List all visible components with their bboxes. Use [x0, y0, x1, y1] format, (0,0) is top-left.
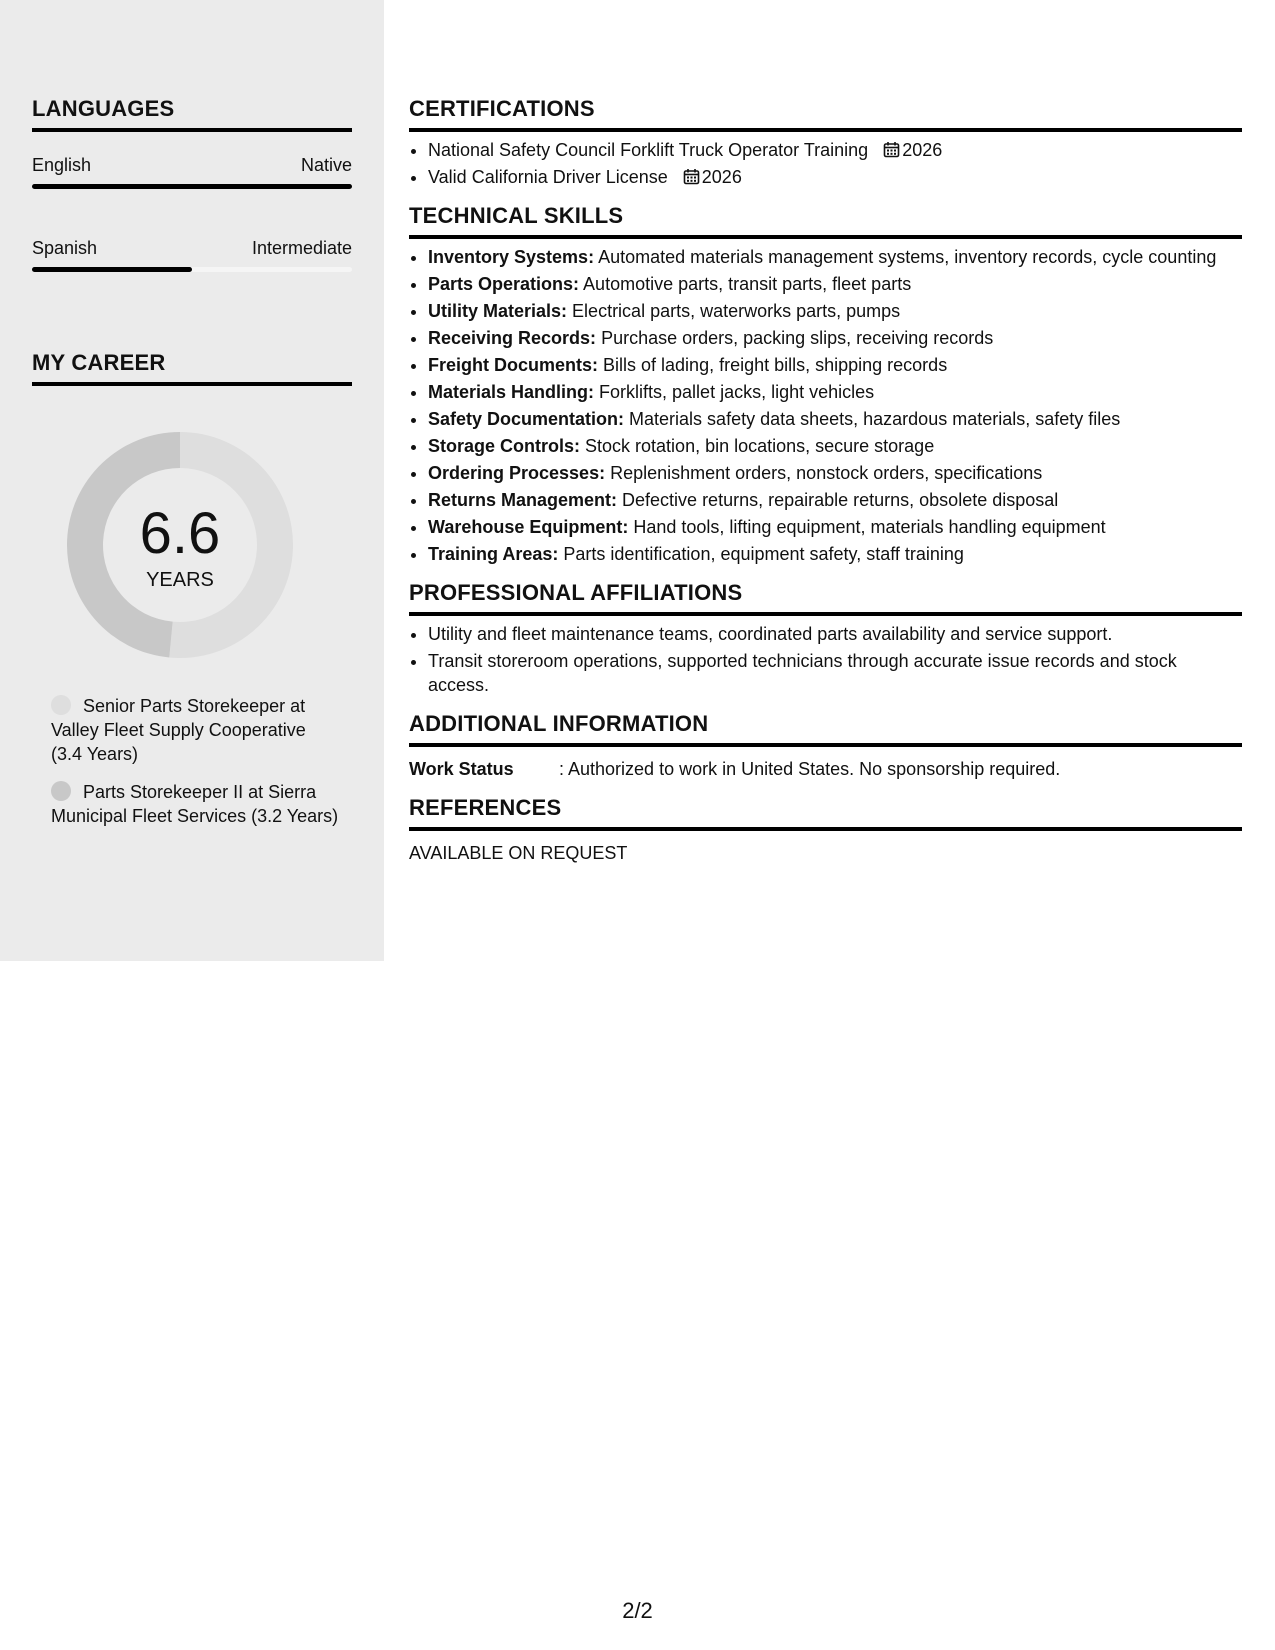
- work-status-label: Work Status: [409, 759, 514, 779]
- skill-label: Materials Handling:: [428, 382, 595, 402]
- career-list: [51, 694, 341, 828]
- skill-item: [428, 245, 1242, 269]
- skill-item: [428, 272, 1242, 296]
- career-item-text: Parts Storekeeper II at Sierra Municipal Fleet Services (3.2 Years): [51, 782, 339, 826]
- career-item-text: Senior Parts Storekeeper at Valley Fleet Supply Cooperative (3.4 Years): [51, 696, 306, 764]
- skill-label: Parts Operations:: [428, 274, 580, 294]
- affiliation-item: • Utility and fleet maintenance teams, coordinated parts availability and service support.: [428, 622, 1242, 646]
- work-status-row: [409, 757, 1242, 781]
- skill-text: Parts identification, equipment safety, staff training: [558, 544, 964, 564]
- certification-item: [428, 165, 1242, 189]
- certification-item: [428, 138, 1242, 162]
- language-level: Intermediate: [251, 238, 352, 258]
- career-total-years: 6.6: [139, 500, 221, 566]
- sidebar-content: [32, 96, 352, 842]
- main-content: [409, 96, 1242, 879]
- skill-label: Safety Documentation:: [428, 409, 625, 429]
- certification-name: National Safety Council Forklift Truck Operator Training: [428, 140, 869, 160]
- affiliations-heading: PROFESSIONAL AFFILIATIONS: [409, 580, 1242, 616]
- references-heading: REFERENCES: [409, 795, 1242, 831]
- skill-text: Materials safety data sheets, hazardous materials, safety files: [624, 409, 1121, 429]
- skill-label: Inventory Systems:: [428, 247, 595, 267]
- skill-label: Warehouse Equipment:: [428, 517, 629, 537]
- technical-skills-heading: TECHNICAL SKILLS: [409, 203, 1242, 239]
- skill-item: [428, 407, 1242, 431]
- skill-text: Automotive parts, transit parts, fleet parts: [579, 274, 912, 294]
- career-total-unit: YEARS: [146, 568, 214, 591]
- calendar-icon: [883, 141, 900, 158]
- language-row: [32, 237, 352, 259]
- technical-skills-section: [409, 203, 1242, 566]
- certifications-list: [409, 138, 1242, 189]
- skill-label: Returns Management:: [428, 490, 618, 510]
- certification-year: 2026: [701, 167, 742, 187]
- skill-label: Storage Controls:: [428, 436, 581, 456]
- skill-text: Bills of lading, freight bills, shipping records: [598, 355, 948, 375]
- certifications-section: [409, 96, 1242, 189]
- skill-label: Ordering Processes:: [428, 463, 606, 483]
- skill-item: [428, 299, 1242, 323]
- references-text: AVAILABLE ON REQUEST: [409, 843, 628, 863]
- skill-text: Electrical parts, waterworks parts, pumps: [567, 301, 901, 321]
- references-section: [409, 795, 1242, 865]
- skill-text: Forklifts, pallet jacks, light vehicles: [594, 382, 875, 402]
- additional-info-section: [409, 711, 1242, 781]
- skill-label: Receiving Records:: [428, 328, 597, 348]
- skill-item: [428, 353, 1242, 377]
- skill-text: Replenishment orders, nonstock orders, specifications: [605, 463, 1043, 483]
- language-proficiency-bar: [32, 267, 352, 272]
- certification-name: Valid California Driver License: [428, 167, 668, 187]
- language-proficiency-fill: [32, 184, 352, 189]
- skill-label: Training Areas:: [428, 544, 559, 564]
- affiliation-item: • Transit storeroom operations, supported technicians through accurate issue records and stock access.: [428, 649, 1242, 697]
- language-proficiency-bar: [32, 184, 352, 189]
- career-heading: MY CAREER: [32, 350, 352, 386]
- skill-item: [428, 515, 1242, 539]
- career-item: [51, 780, 341, 828]
- skill-item: [428, 488, 1242, 512]
- additional-info-heading: ADDITIONAL INFORMATION: [409, 711, 1242, 747]
- career-donut-center: [67, 432, 293, 658]
- skill-text: Defective returns, repairable returns, obsolete disposal: [617, 490, 1059, 510]
- affiliations-section: [409, 580, 1242, 697]
- skill-item: [428, 380, 1242, 404]
- page-number: 2/2: [622, 1598, 653, 1623]
- skill-label: Utility Materials:: [428, 301, 568, 321]
- career-item: [51, 694, 341, 766]
- calendar-icon: [683, 168, 700, 185]
- technical-skills-list: [409, 245, 1242, 566]
- skill-text: Hand tools, lifting equipment, materials handling equipment: [628, 517, 1106, 537]
- skill-text: Stock rotation, bin locations, secure storage: [580, 436, 935, 456]
- skill-text: Automated materials management systems, inventory records, cycle counting: [594, 247, 1217, 267]
- languages-heading: LANGUAGES: [32, 96, 352, 132]
- skill-item: [428, 461, 1242, 485]
- career-donut-chart: [67, 432, 293, 658]
- certification-year: 2026: [902, 140, 943, 160]
- language-name: Spanish: [32, 238, 98, 258]
- language-english: [32, 154, 352, 189]
- sidebar: [0, 0, 384, 961]
- work-status-value: : Authorized to work in United States. No sponsorship required.: [559, 759, 1061, 779]
- skill-text: Purchase orders, packing slips, receiving records: [596, 328, 994, 348]
- language-spanish: [32, 237, 352, 272]
- skill-label: Freight Documents:: [428, 355, 599, 375]
- language-row: [32, 154, 352, 176]
- skill-item: [428, 542, 1242, 566]
- language-name: English: [32, 155, 92, 175]
- legend-dot-icon: [51, 781, 71, 801]
- certifications-heading: CERTIFICATIONS: [409, 96, 1242, 132]
- skill-item: [428, 434, 1242, 458]
- language-level: Native: [300, 155, 352, 175]
- skill-item: [428, 326, 1242, 350]
- legend-dot-icon: [51, 695, 71, 715]
- language-proficiency-fill: [32, 267, 192, 272]
- affiliations-list: [409, 622, 1242, 697]
